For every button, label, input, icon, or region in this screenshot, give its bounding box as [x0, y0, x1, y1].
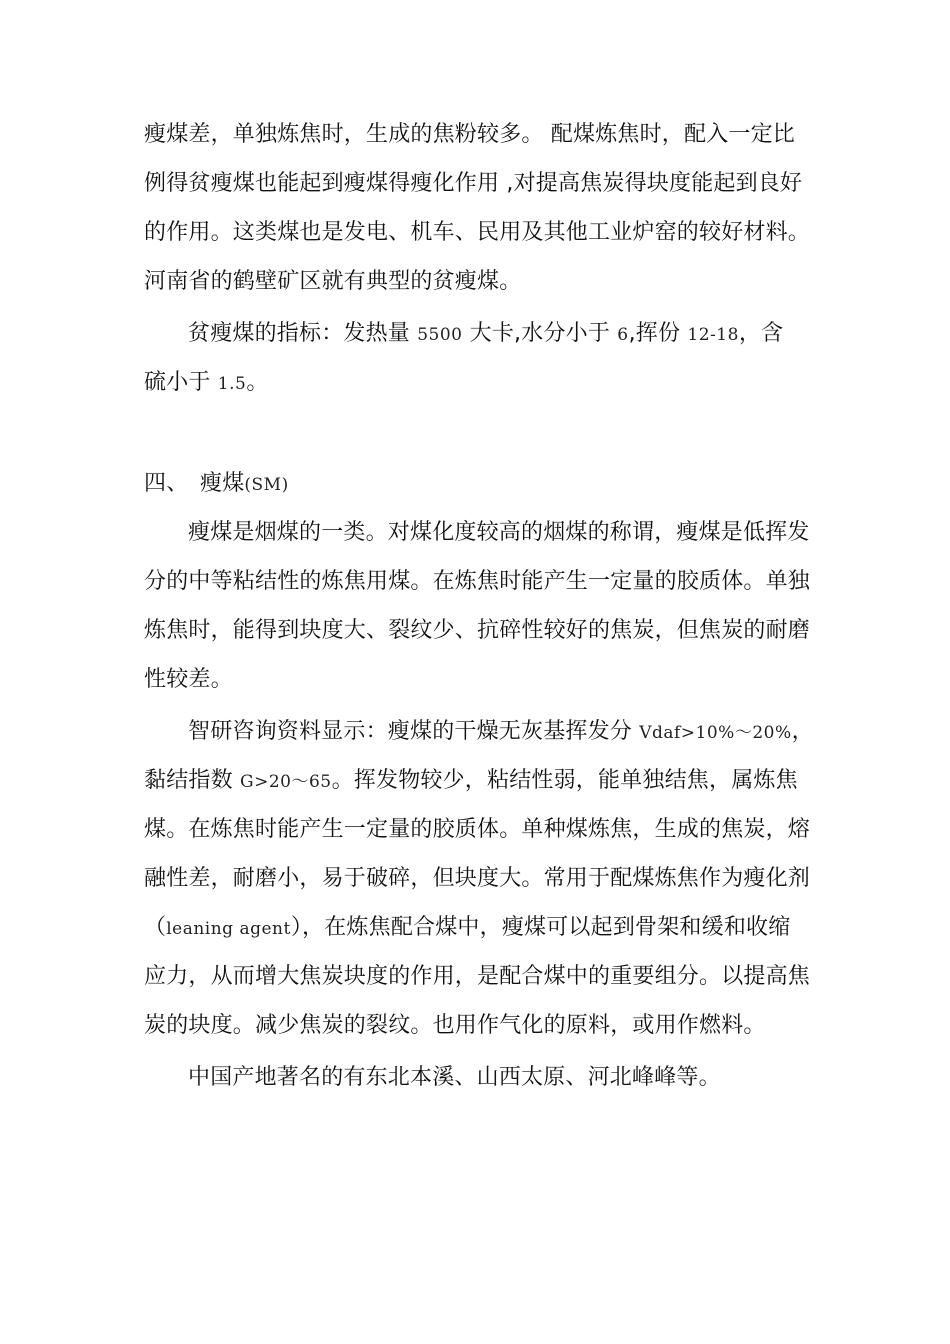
- section-gap: [144, 407, 810, 459]
- text-line: 瘦煤是烟煤的一类。对煤化度较高的烟煤的称谓，瘦煤是低挥发: [188, 520, 810, 545]
- paragraph-origins: [144, 1053, 810, 1102]
- text-line: 炼焦时，能得到块度大、裂纹少、抗碎性较好的焦炭，但焦炭的耐磨: [144, 618, 811, 643]
- text-run: 大卡,水分小于: [462, 321, 618, 346]
- text-line: [144, 756, 810, 805]
- document-page: [144, 110, 814, 1102]
- value-moisture: 6: [617, 325, 629, 345]
- paragraph-lean-coal-definition: [144, 508, 810, 704]
- text-run: ），在炼焦配合煤中，瘦煤可以起到骨架和缓和收缩: [290, 915, 791, 940]
- value-vdaf: Vdaf>10%～20%: [639, 723, 792, 743]
- paragraph-lean-coal-tail: [144, 110, 810, 306]
- section-heading: [144, 459, 810, 508]
- text-line: 炭的块度。减少焦炭的裂纹。也用作气化的原料，或用作燃料。: [144, 1013, 766, 1038]
- text-run: 黏结指数: [144, 768, 240, 793]
- text-line: [144, 309, 810, 358]
- value-g-index: G>20～65: [240, 772, 332, 792]
- text-line: [144, 903, 810, 952]
- text-line: 应力，从而增大焦炭块度的作用，是配合煤中的重要组分。以提高焦: [144, 964, 811, 989]
- text-line: 瘦煤差，单独炼焦时，生成的焦粉较多。 配煤炼焦时，配入一定比: [144, 122, 795, 147]
- text-line: 分的中等粘结性的炼焦用煤。在炼焦时能产生一定量的胶质体。单独: [144, 569, 811, 594]
- text-run: 智研咨询资料显示：瘦煤的干燥无灰基挥发分: [188, 719, 640, 744]
- value-volatile: 12-18: [687, 325, 739, 345]
- text-line: 性较差。: [144, 667, 233, 692]
- text-run: 。挥发物较少，粘结性弱，能单独结焦，属炼焦: [331, 768, 798, 793]
- text-run: ,挥份: [628, 321, 688, 346]
- text-line: [144, 358, 810, 407]
- value-sulfur: 1.5: [217, 374, 247, 394]
- text-run: ，: [791, 719, 814, 744]
- text-line: 中国产地著名的有东北本溪、山西太原、河北峰峰等。: [188, 1065, 721, 1090]
- text-run: 硫小于: [144, 370, 218, 395]
- text-line: 例得贫瘦煤也能起到瘦煤得瘦化作用 ,对提高焦炭得块度能起到良好: [144, 171, 803, 196]
- text-line: 融性差，耐磨小，易于破碎，但块度大。常用于配煤炼焦作为瘦化剂: [144, 866, 811, 891]
- text-run: ，含: [738, 321, 784, 346]
- term-leaning-agent: leaning agent: [166, 919, 291, 939]
- text-line: 的作用。这类煤也是发电、机车、民用及其他工业炉窑的较好材料。: [144, 220, 811, 245]
- text-line: [144, 707, 814, 756]
- section-number: 四、: [144, 471, 189, 496]
- text-line: 河南省的鹤壁矿区就有典型的贫瘦煤。: [144, 269, 522, 294]
- text-run: 贫瘦煤的指标：发热量: [188, 321, 418, 346]
- text-run: 。: [246, 370, 269, 395]
- section-title: 瘦煤: [200, 471, 245, 496]
- section-code: (SM): [244, 475, 289, 495]
- value-calorific: 5500: [417, 325, 463, 345]
- text-line: 煤。在炼焦时能产生一定量的胶质体。单种煤炼焦，生成的焦炭，熔: [144, 817, 811, 842]
- paragraph-lean-coal-properties: [144, 707, 814, 1050]
- paragraph-lean-coal-indicators: [144, 309, 810, 407]
- text-run: （: [144, 915, 167, 940]
